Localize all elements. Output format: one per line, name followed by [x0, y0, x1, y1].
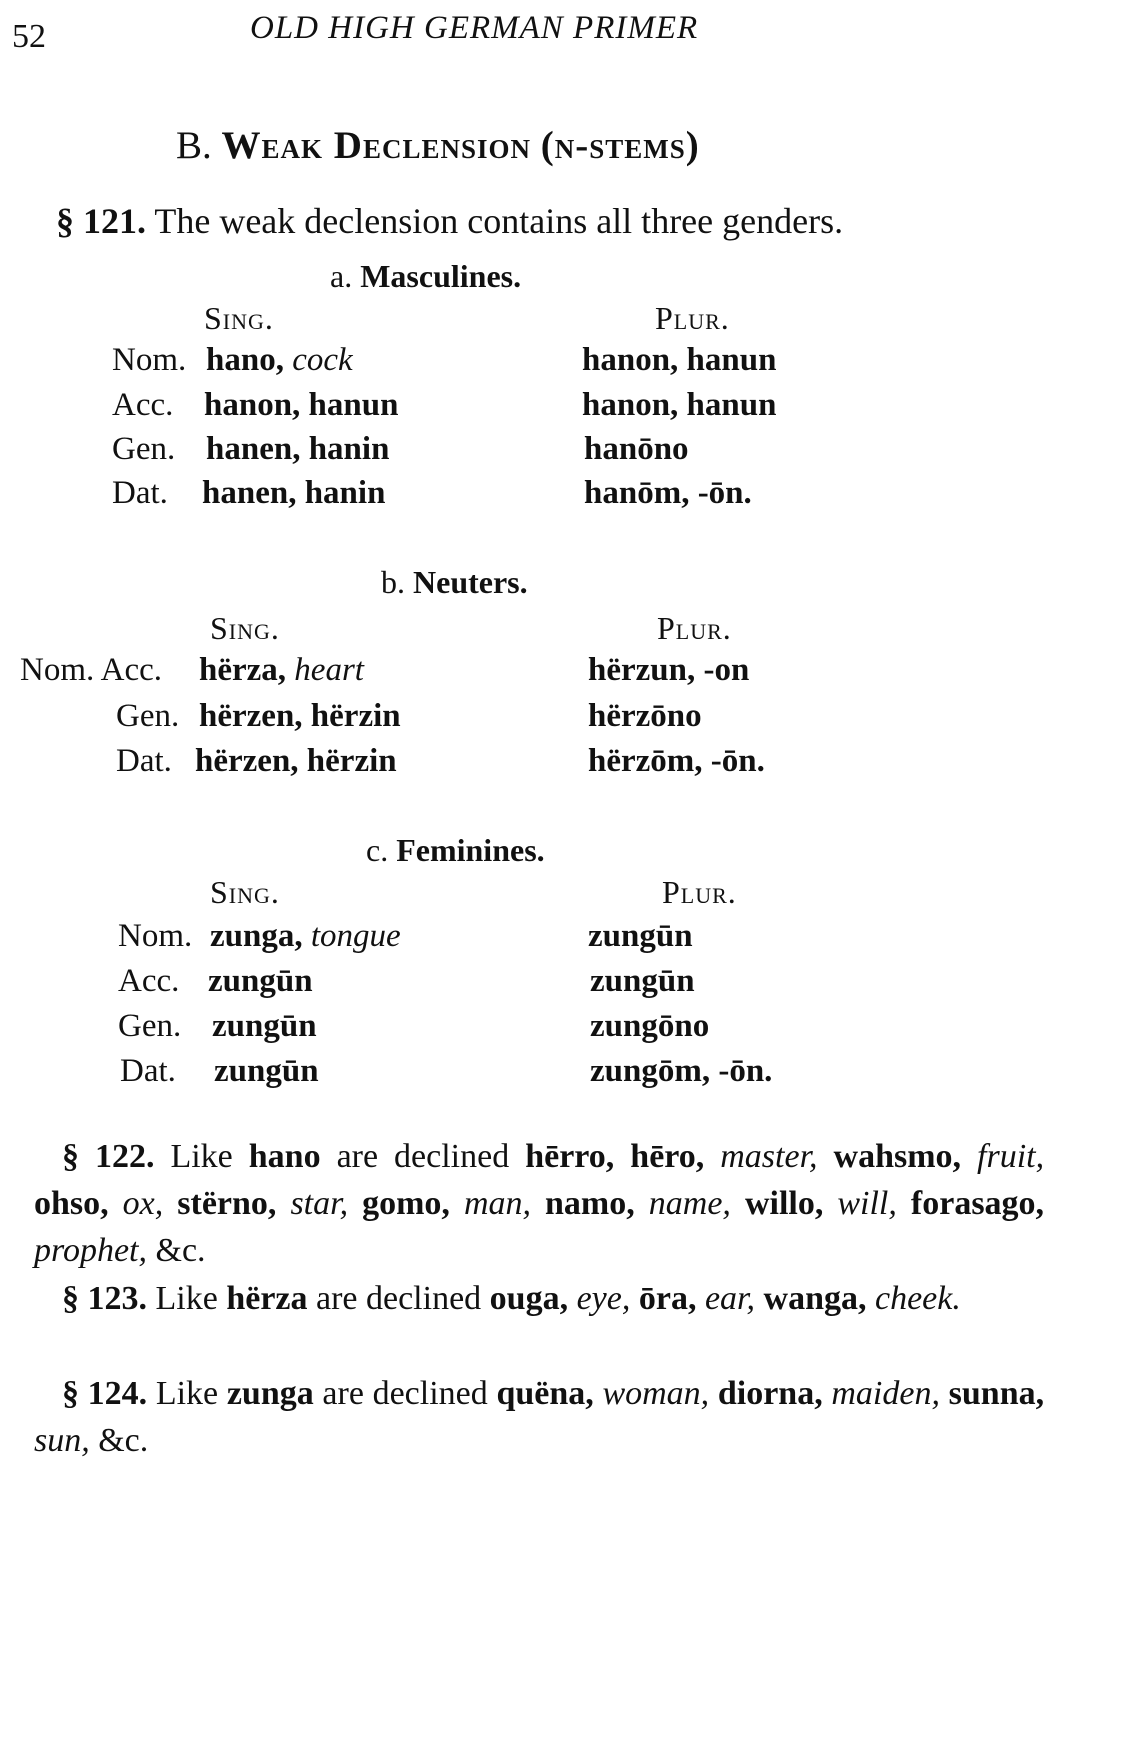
word: willo, [744, 1185, 824, 1222]
neuters-heading [381, 564, 528, 601]
case-label: Gen. [118, 1008, 182, 1044]
case-label: Dat. [120, 1053, 176, 1089]
case-label: Gen. [112, 431, 176, 467]
word: ōra, [638, 1280, 697, 1317]
plur-form: hërzōm, -ōn. [588, 743, 765, 779]
paragraph-number: § 124. [62, 1375, 148, 1412]
plur-form: zungōno [590, 1008, 710, 1044]
section-title-letter: B. [176, 124, 212, 167]
word: hērro, [525, 1138, 615, 1175]
sing-form [206, 342, 353, 379]
section-title-paren: (n-stems) [540, 124, 700, 167]
word: wahsmo, [833, 1138, 962, 1175]
neuters-plur-label: Plur. [657, 610, 732, 646]
case-label: Nom. [118, 918, 193, 954]
masculines-sing-label: Sing. [204, 300, 274, 336]
word: forasago, [910, 1185, 1045, 1222]
word: stërno, [177, 1185, 277, 1222]
heading-letter: a. [330, 258, 353, 294]
word: ohso, [34, 1185, 109, 1222]
text: Like [155, 1375, 219, 1412]
plur-form: zungūn [590, 963, 695, 999]
heading-text: Feminines. [396, 832, 545, 868]
plur-form: hanon, hanun [582, 387, 777, 423]
sing-form: zungūn [208, 963, 313, 999]
feminines-plur-label: Plur. [662, 874, 737, 910]
gloss: maiden, [831, 1375, 940, 1412]
text: are declined [336, 1138, 510, 1175]
gloss: will, [837, 1185, 897, 1222]
gloss: sun, [34, 1422, 90, 1459]
sing-form [199, 652, 364, 689]
form: zunga, [210, 918, 303, 954]
text: &c. [98, 1422, 149, 1459]
case-label: Nom. Acc. [20, 652, 163, 688]
form: hërza, [199, 652, 287, 688]
gloss: ox, [122, 1185, 164, 1222]
heading-letter: b. [381, 564, 405, 600]
section-title [176, 123, 700, 168]
text: &c. [155, 1232, 206, 1269]
section-title-main: Weak Declension [221, 124, 531, 167]
heading-text: Masculines. [360, 258, 522, 294]
feminines-sing-label: Sing. [210, 874, 280, 910]
gloss: fruit, [977, 1138, 1045, 1175]
paragraph-123 [34, 1275, 1044, 1322]
gloss: master, [720, 1138, 818, 1175]
gloss: star, [290, 1185, 349, 1222]
gloss: eye, [576, 1280, 631, 1317]
case-label: Acc. [118, 963, 180, 999]
paragraph-text: The weak declension contains all three genders. [154, 201, 844, 241]
word: diorna, [717, 1375, 823, 1412]
word: namo, [545, 1185, 635, 1222]
page-number: 52 [12, 18, 46, 55]
heading-letter: c. [366, 832, 389, 868]
heading-text: Neuters. [413, 564, 528, 600]
word: wanga, [763, 1280, 867, 1317]
gloss: man, [463, 1185, 531, 1222]
text: Like [155, 1280, 218, 1317]
gloss: cock [292, 342, 353, 378]
gloss: name, [648, 1185, 731, 1222]
paragraph-121 [56, 200, 843, 242]
sing-form: zungūn [214, 1053, 319, 1089]
gloss: heart [294, 652, 364, 688]
gloss: ear, [704, 1280, 756, 1317]
paragraph-number: § 123. [62, 1280, 147, 1317]
plur-form: hanon, hanun [582, 342, 777, 378]
sing-form: zungūn [212, 1008, 317, 1044]
masculines-plur-label: Plur. [655, 300, 730, 336]
plur-form: hanōm, -ōn. [584, 475, 752, 511]
plur-form: hërzun, -on [588, 652, 750, 688]
sing-form: hanen, hanin [206, 431, 390, 467]
word: gomo, [362, 1185, 450, 1222]
feminines-heading [366, 832, 545, 869]
case-label: Dat. [116, 743, 172, 779]
word: hēro, [630, 1138, 705, 1175]
paragraph-122 [34, 1133, 1044, 1274]
paragraph-124 [34, 1370, 1044, 1464]
neuters-sing-label: Sing. [210, 610, 280, 646]
word: ouga, [489, 1280, 569, 1317]
case-label: Acc. [112, 387, 174, 423]
sing-form: hërzen, hërzin [195, 743, 397, 779]
plur-form: zungōm, -ōn. [590, 1053, 773, 1089]
paragraph-number: § 121. [56, 201, 146, 241]
gloss: woman, [602, 1375, 710, 1412]
plur-form: hanōno [584, 431, 689, 467]
sing-form [210, 918, 401, 955]
plur-form: zungūn [588, 918, 693, 954]
headword: hano [248, 1138, 321, 1175]
text: are declined [316, 1280, 482, 1317]
word: quëna, [496, 1375, 594, 1412]
word: sunna, [948, 1375, 1045, 1412]
case-label: Gen. [116, 698, 180, 734]
masculines-heading [330, 258, 521, 295]
form: hano, [206, 342, 284, 378]
sing-form: hanon, hanun [204, 387, 399, 423]
running-head: OLD HIGH GERMAN PRIMER [250, 10, 699, 46]
text: Like [170, 1138, 233, 1175]
case-label: Nom. [112, 342, 187, 378]
text: are declined [322, 1375, 488, 1412]
case-label: Dat. [112, 475, 168, 511]
gloss: tongue [310, 918, 401, 954]
headword: hërza [226, 1280, 308, 1317]
sing-form: hanen, hanin [202, 475, 386, 511]
gloss: prophet, [34, 1232, 148, 1269]
plur-form: hërzōno [588, 698, 702, 734]
headword: zunga [226, 1375, 314, 1412]
paragraph-number: § 122. [62, 1138, 155, 1175]
sing-form: hërzen, hërzin [199, 698, 401, 734]
gloss: cheek. [875, 1280, 961, 1317]
